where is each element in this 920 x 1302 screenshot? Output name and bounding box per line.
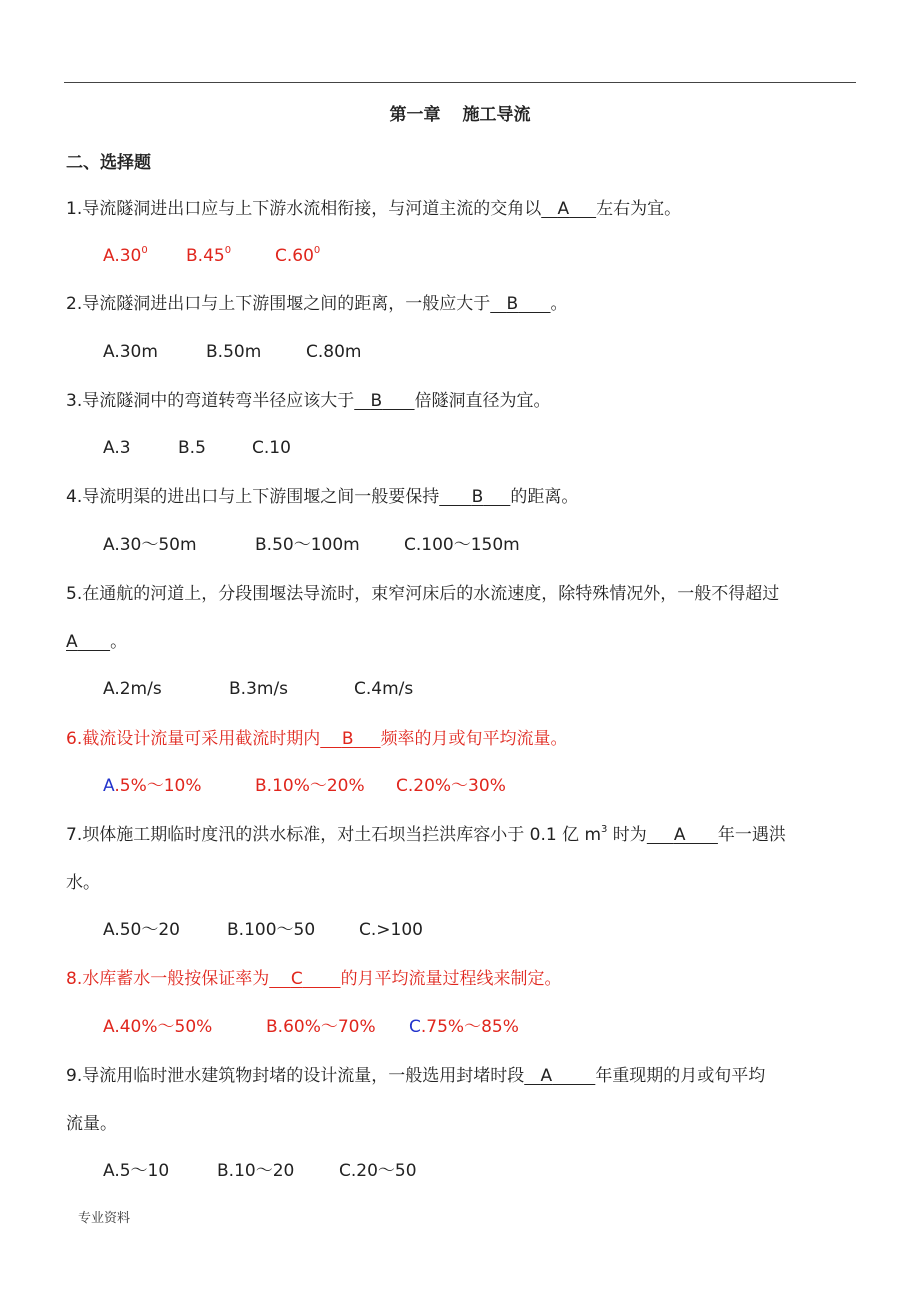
question-text-end: 。 [550, 294, 568, 314]
option-a: A.30～50m [103, 535, 197, 555]
question-5-continued [66, 631, 127, 653]
question-text: 9.导流用临时泄水建筑物封堵的设计流量，一般选用封堵时段 [66, 1066, 525, 1086]
answer-blank: C [290, 969, 303, 989]
question-text: 3.导流隧洞中的弯道转弯半径应该大于 [66, 391, 355, 411]
question-text: 7.坝体施工期临时度汛的洪水标准，对土石坝当拦洪库容小于 0.1 亿 m [66, 825, 602, 845]
option-a: A.3 [103, 438, 131, 458]
option-b: B.10～20 [217, 1161, 295, 1181]
question-text: 2.导流隧洞进出口与上下游围堰之间的距离，一般应大于 [66, 294, 491, 314]
option-b: B.5 [178, 438, 206, 458]
option-c-rest: .75%～85% [420, 1017, 519, 1037]
option-b: B.50～100m [255, 535, 360, 555]
option-a: A.5%～10% [103, 776, 202, 796]
question-9-continued: 流量。 [66, 1114, 117, 1134]
option-a: A.30m [103, 342, 158, 362]
answer-blank: A [673, 825, 686, 845]
section-heading: 二、选择题 [66, 153, 151, 173]
question-9 [66, 1065, 765, 1087]
question-text: 1.导流隧洞进出口应与上下游水流相衔接，与河道主流的交角以 [66, 199, 542, 219]
option-b: $B.45^0$ [186, 245, 232, 266]
option-c: $C.60^0$ [275, 245, 321, 266]
options-9 [103, 1160, 417, 1182]
option-a: $A.30^0$ [103, 245, 148, 266]
question-text-end: 年一遇洪 [717, 825, 786, 845]
question-text: 6.截流设计流量可采用截流时期内 [66, 729, 321, 749]
page-footer: 专业资料 [78, 1211, 131, 1226]
question-text-end: 的月平均流量过程线来制定。 [340, 969, 562, 989]
question-text: 4.导流明渠的进出口与上下游围堰之间一般要保持 [66, 487, 440, 507]
option-c: C.20～50 [339, 1161, 417, 1181]
question-text: 5.在通航的河道上，分段围堰法导流时，束窄河床后的水流速度，除特殊情况外，一般不得超过 [66, 584, 780, 604]
question-7: 7.坝体施工期临时度汛的洪水标准，对土石坝当拦洪库容小于 0.1 亿 $m^3$ 时为 A 年一遇洪 [66, 824, 786, 845]
question-text-end: 左右为宜。 [596, 199, 682, 219]
question-3 [66, 390, 551, 412]
question-text: 8.水库蓄水一般按保证率为 [66, 969, 270, 989]
answer-blank: A [540, 1066, 553, 1086]
question-4 [66, 486, 578, 508]
answer-blank: A [66, 632, 78, 652]
option-c: C.10 [252, 438, 291, 458]
options-2 [103, 341, 361, 363]
answer-blank: B [370, 391, 383, 411]
question-5 [66, 583, 779, 605]
options-6 [103, 775, 506, 797]
answer-blank: B [471, 487, 484, 507]
option-b: B.100～50 [227, 920, 316, 940]
option-c: C.20%～30% [396, 776, 506, 796]
option-a-rest: .5%～10% [114, 776, 202, 796]
option-a: A.2m/s [103, 679, 162, 699]
option-b: B.3m/s [229, 679, 289, 699]
chapter-title [0, 100, 920, 125]
answer-blank: A [557, 199, 570, 219]
option-b: B.60%～70% [266, 1017, 376, 1037]
header-rule [64, 82, 856, 83]
options-3 [103, 437, 291, 459]
answer-blank: B [506, 294, 519, 314]
chapter-number: 第一章 [389, 105, 441, 125]
options-5 [103, 678, 413, 700]
question-text-end: 频率的月或旬平均流量。 [380, 729, 568, 749]
question-7-continued: 水。 [66, 873, 100, 893]
question-6 [66, 728, 568, 750]
question-8 [66, 968, 562, 990]
question-text-end: 。 [110, 632, 128, 652]
options-8 [103, 1016, 519, 1038]
options-4 [103, 534, 520, 556]
question-1 [66, 198, 681, 220]
answer-blank: B [341, 729, 354, 749]
question-2 [66, 293, 568, 315]
options-1 [103, 245, 320, 267]
option-c: C.100～150m [404, 535, 520, 555]
option-b: B.10%～20% [255, 776, 365, 796]
options-7 [103, 919, 423, 941]
option-c: C.>100 [359, 920, 423, 940]
option-a: A.40%～50% [103, 1017, 213, 1037]
option-a: A.50～20 [103, 920, 180, 940]
superscript: 3 [601, 824, 608, 835]
option-c: C.75%～85% [409, 1017, 519, 1037]
question-text-end: 倍隧洞直径为宜。 [414, 391, 551, 411]
chapter-name: 施工导流 [462, 105, 531, 125]
question-text-end: 年重现期的月或旬平均 [595, 1066, 766, 1086]
question-text-end: 的距离。 [510, 487, 579, 507]
option-c: C.80m [306, 342, 362, 362]
option-b: B.50m [206, 342, 262, 362]
option-c: C.4m/s [354, 679, 414, 699]
option-a: A.5～10 [103, 1161, 170, 1181]
